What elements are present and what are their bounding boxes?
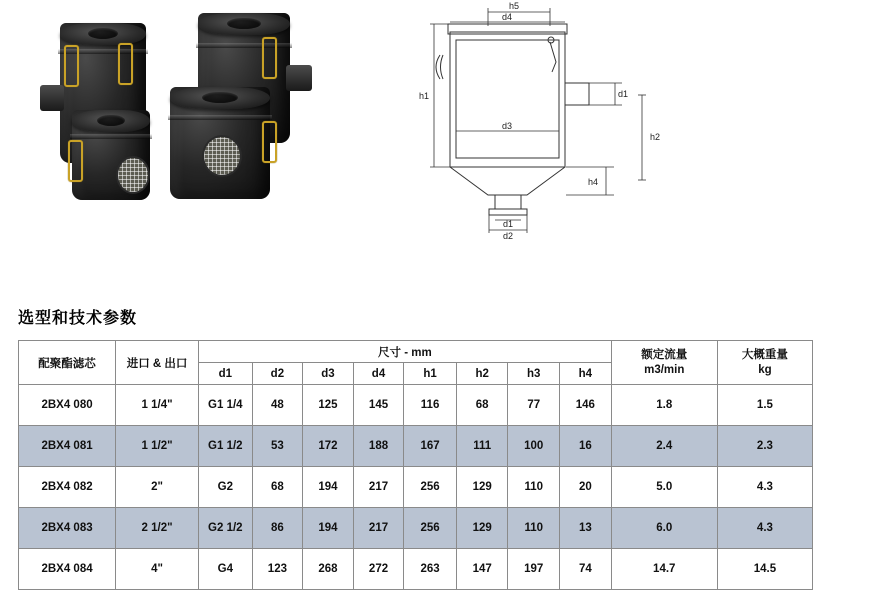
cell-weight: 14.5: [717, 549, 812, 590]
header-h1: h1: [404, 363, 457, 385]
cell-flow: 14.7: [611, 549, 717, 590]
table-row: [19, 467, 813, 508]
cell-filter: 2BX4 082: [19, 467, 116, 508]
cell-d1: G4: [199, 549, 253, 590]
cell-ports: 2 1/2": [116, 508, 199, 549]
cell-filter: 2BX4 080: [19, 385, 116, 426]
cell-d4: 188: [353, 426, 404, 467]
cell-flow: 1.8: [611, 385, 717, 426]
cell-weight: 4.3: [717, 508, 812, 549]
label-d2: d2: [502, 231, 514, 240]
cell-ports: 1 1/4": [116, 385, 199, 426]
label-h4: h4: [587, 177, 599, 187]
filter-mesh-icon: [116, 156, 150, 194]
cell-h4: 146: [560, 385, 612, 426]
housing-lid-icon: [72, 110, 150, 132]
header-flow-line1: 额定流量: [641, 349, 688, 362]
header-h3: h3: [508, 363, 560, 385]
label-d3: d3: [501, 121, 513, 131]
cell-h1: 256: [404, 467, 457, 508]
header-d1: d1: [199, 363, 253, 385]
filter-housing-front-right: [170, 87, 270, 199]
label-d1-side: d1: [617, 89, 629, 99]
cell-h2: 129: [456, 467, 508, 508]
cell-d3: 125: [303, 385, 354, 426]
cell-d3: 268: [303, 549, 354, 590]
housing-port: [40, 85, 64, 111]
cell-h3: 100: [508, 426, 560, 467]
label-d4: d4: [501, 12, 513, 22]
cell-d3: 194: [303, 467, 354, 508]
housing-band: [168, 115, 272, 120]
header-flow-line2: m3/min: [644, 363, 685, 376]
table-row: [19, 549, 813, 590]
cell-d4: 217: [353, 467, 404, 508]
cell-flow: 2.4: [611, 426, 717, 467]
cell-weight: 2.3: [717, 426, 812, 467]
dimension-drawing-svg: [410, 0, 670, 240]
cell-d1: G1 1/2: [199, 426, 253, 467]
cell-h2: 111: [456, 426, 508, 467]
cell-d4: 272: [353, 549, 404, 590]
cell-filter: 2BX4 083: [19, 508, 116, 549]
cell-d4: 217: [353, 508, 404, 549]
housing-lid-icon: [170, 87, 270, 109]
latch-clip-icon: [262, 121, 277, 163]
header-d2: d2: [252, 363, 303, 385]
header-flow: [611, 341, 717, 385]
latch-clip-icon: [262, 37, 277, 79]
product-illustrations: [0, 0, 877, 270]
cell-flow: 5.0: [611, 467, 717, 508]
cell-h1: 263: [404, 549, 457, 590]
cell-ports: 4": [116, 549, 199, 590]
header-d3: d3: [303, 363, 354, 385]
header-d4: d4: [353, 363, 404, 385]
cell-h3: 197: [508, 549, 560, 590]
cell-d1: G1 1/4: [199, 385, 253, 426]
label-h1: h1: [418, 91, 430, 101]
table-row: [19, 508, 813, 549]
cell-d2: 53: [252, 426, 303, 467]
housing-band: [196, 43, 292, 48]
cell-d4: 145: [353, 385, 404, 426]
housing-port: [286, 65, 312, 91]
spec-table-head: [19, 341, 813, 385]
header-weight: [717, 341, 812, 385]
cell-h4: 74: [560, 549, 612, 590]
cell-h3: 110: [508, 508, 560, 549]
cell-h4: 16: [560, 426, 612, 467]
header-h2: h2: [456, 363, 508, 385]
cell-d2: 123: [252, 549, 303, 590]
header-h4: h4: [560, 363, 612, 385]
cell-h3: 110: [508, 467, 560, 508]
cell-h4: 13: [560, 508, 612, 549]
latch-clip-icon: [64, 45, 79, 87]
product-photo: [30, 5, 380, 220]
cell-filter: 2BX4 084: [19, 549, 116, 590]
header-dimensions-group: 尺寸 - mm: [199, 341, 612, 363]
filter-housing-front-left: [72, 110, 150, 200]
cell-h4: 20: [560, 467, 612, 508]
latch-clip-icon: [118, 43, 133, 85]
cell-h2: 68: [456, 385, 508, 426]
cell-h1: 116: [404, 385, 457, 426]
housing-lid-icon: [60, 23, 146, 45]
cell-flow: 6.0: [611, 508, 717, 549]
housing-band: [70, 134, 152, 139]
filter-mesh-icon: [202, 135, 242, 177]
label-d1-bottom: d1: [502, 219, 514, 229]
cell-filter: 2BX4 081: [19, 426, 116, 467]
cell-h1: 256: [404, 508, 457, 549]
spec-table-wrapper: [18, 340, 813, 590]
table-row: [19, 385, 813, 426]
cell-weight: 4.3: [717, 467, 812, 508]
cell-d2: 86: [252, 508, 303, 549]
cell-d1: G2: [199, 467, 253, 508]
cell-d2: 48: [252, 385, 303, 426]
header-weight-line1: 大概重量: [741, 349, 788, 362]
cell-h2: 147: [456, 549, 508, 590]
header-filter: 配聚酯滤芯: [19, 341, 116, 385]
cell-d2: 68: [252, 467, 303, 508]
cell-d3: 194: [303, 508, 354, 549]
cell-ports: 1 1/2": [116, 426, 199, 467]
cell-h3: 77: [508, 385, 560, 426]
cell-d3: 172: [303, 426, 354, 467]
spec-table-body: [19, 385, 813, 590]
cell-h2: 129: [456, 508, 508, 549]
dimension-drawing: [410, 0, 670, 240]
cell-d1: G2 1/2: [199, 508, 253, 549]
latch-clip-icon: [68, 140, 83, 182]
label-h2: h2: [649, 132, 661, 142]
section-title: 选型和技术参数: [18, 310, 138, 327]
cell-weight: 1.5: [717, 385, 812, 426]
header-ports: 进口 & 出口: [116, 341, 199, 385]
table-header-row-1: [19, 341, 813, 363]
housing-lid-icon: [198, 13, 290, 35]
spec-table: [18, 340, 813, 590]
table-row: [19, 426, 813, 467]
cell-h1: 167: [404, 426, 457, 467]
cell-ports: 2": [116, 467, 199, 508]
label-h5: h5: [508, 1, 520, 11]
header-weight-line2: kg: [758, 363, 772, 376]
